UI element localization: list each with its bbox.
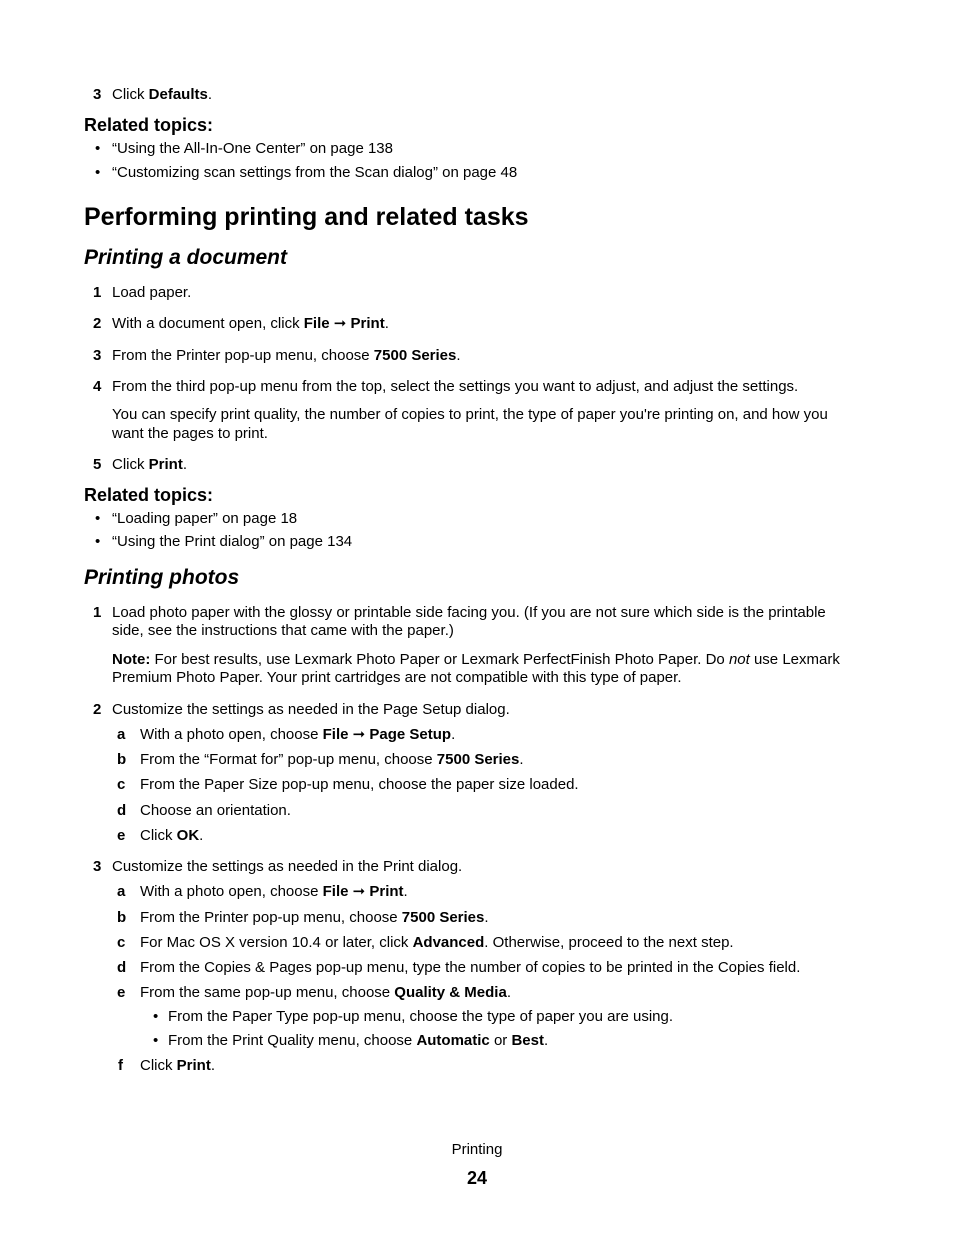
substep-letter: a <box>117 726 126 743</box>
related-topic-link[interactable]: “Loading paper” on page 18 <box>112 510 298 527</box>
page-number: 24 <box>466 1168 488 1188</box>
step-number: 2 <box>93 701 102 718</box>
step-number: 1 <box>93 284 102 301</box>
substep-text: From the Paper Size pop-up menu, choose the paper size loaded. <box>140 776 579 793</box>
step-number: 1 <box>93 604 102 621</box>
step-text: Load photo paper with the glossy or printable side facing you. (If you are not sure which side is the printable <box>112 604 826 621</box>
note-text: Note: For best results, use Lexmark Photo Paper or Lexmark PerfectFinish Photo Paper. Do not use Lexmark <box>112 651 840 668</box>
step-number: 2 <box>93 315 102 332</box>
substep-letter: c <box>117 934 126 951</box>
substep-text: Choose an orientation. <box>140 802 291 819</box>
subsection-title: Printing a document <box>84 246 288 269</box>
note-text: Premium Photo Paper. Your print cartridges are not compatible with this type of paper. <box>112 669 682 686</box>
substep-letter: d <box>117 802 127 819</box>
step-text: Customize the settings as needed in the Print dialog. <box>112 858 463 875</box>
substep-text: From the same pop-up menu, choose Quality & Media. <box>140 984 511 1001</box>
bullet-icon: • <box>95 140 101 157</box>
footer-chapter: Printing <box>451 1141 503 1158</box>
note-label: Note: <box>112 651 151 668</box>
substep-letter: d <box>117 959 127 976</box>
related-topic-link[interactable]: “Using the Print dialog” on page 134 <box>112 533 353 550</box>
substep-text: Click Print. <box>140 1057 216 1074</box>
bullet-icon: • <box>95 533 101 550</box>
substep-text: From the Copies & Pages pop-up menu, type the number of copies to be printed in the Copies field. <box>140 959 801 976</box>
related-topic-link[interactable]: “Customizing scan settings from the Scan dialog” on page 48 <box>112 164 518 181</box>
section-title: Performing printing and related tasks <box>84 203 529 231</box>
bullet-text: From the Paper Type pop-up menu, choose the type of paper you are using. <box>168 1008 674 1025</box>
substep-letter: f <box>118 1057 123 1074</box>
step-number: 3 <box>93 347 102 364</box>
substep-letter: b <box>117 751 127 768</box>
step-text: From the Printer pop-up menu, choose 7500 Series. <box>112 347 461 364</box>
step-number: 3 <box>93 858 102 875</box>
substep-text: With a photo open, choose File ➞ Print. <box>140 883 408 900</box>
substep-text: From the Printer pop-up menu, choose 7500 Series. <box>140 909 489 926</box>
bullet-icon: • <box>153 1008 159 1025</box>
step-text: Customize the settings as needed in the Page Setup dialog. <box>112 701 510 718</box>
substep-text: Click OK. <box>140 827 204 844</box>
step-text: With a document open, click File ➞ Print. <box>112 315 389 332</box>
step-text: Click Print. <box>112 456 188 473</box>
step-number: 4 <box>93 378 102 395</box>
step-detail: want the pages to print. <box>112 425 268 442</box>
arrow-icon: ➞ <box>348 883 370 900</box>
substep-text: With a photo open, choose File ➞ Page Setup. <box>140 726 456 743</box>
bullet-text: From the Print Quality menu, choose Automatic or Best. <box>168 1032 549 1049</box>
arrow-icon: ➞ <box>348 726 370 743</box>
bullet-icon: • <box>153 1032 159 1049</box>
step-text: Load paper. <box>112 284 192 301</box>
arrow-icon: ➞ <box>329 315 351 332</box>
related-topic-link[interactable]: “Using the All-In-One Center” on page 138 <box>112 140 393 157</box>
step-text: From the third pop-up menu from the top, select the settings you want to adjust, and adjust the settings. <box>112 378 799 395</box>
related-topics-heading: Related topics: <box>84 115 214 135</box>
substep-text: For Mac OS X version 10.4 or later, click Advanced. Otherwise, proceed to the next step. <box>140 934 734 951</box>
substep-letter: e <box>117 984 126 1001</box>
step-text: side, see the instructions that came with the paper.) <box>112 622 454 639</box>
substep-letter: e <box>117 827 126 844</box>
bullet-icon: • <box>95 510 101 527</box>
substep-letter: b <box>117 909 127 926</box>
substep-letter: c <box>117 776 126 793</box>
bullet-icon: • <box>95 164 101 181</box>
substep-text: From the “Format for” pop-up menu, choose 7500 Series. <box>140 751 524 768</box>
step-number: 5 <box>93 456 102 473</box>
subsection-title: Printing photos <box>84 566 240 589</box>
step-text: Click Defaults. <box>112 86 213 103</box>
substep-letter: a <box>117 883 126 900</box>
step-number: 3 <box>93 86 102 103</box>
step-detail: You can specify print quality, the number of copies to print, the type of paper you're printing on, and how you <box>112 406 828 423</box>
related-topics-heading: Related topics: <box>84 485 214 505</box>
